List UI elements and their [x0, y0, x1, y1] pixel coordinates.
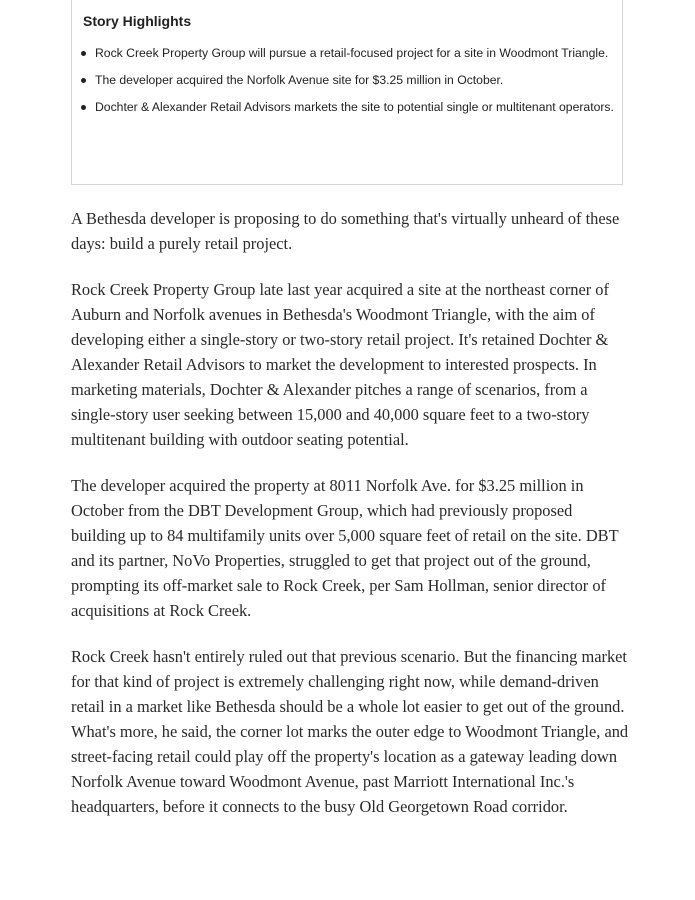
highlight-item	[95, 94, 620, 121]
story-highlights-list	[72, 40, 620, 121]
article-paragraph: A Bethesda developer is proposing to do something that's virtually unheard of these days: build a purely retail project.	[71, 209, 620, 253]
bullet-icon	[81, 78, 86, 83]
article-body	[71, 206, 631, 840]
highlight-item	[95, 40, 620, 67]
highlight-item	[95, 67, 620, 94]
bullet-icon	[81, 105, 86, 110]
story-highlights-box	[71, 0, 623, 185]
article-paragraph: The developer acquired the property at 8011 Norfolk Ave. for $3.25 million in October from the DBT Development Group, which had previously proposed building up to 84 multifamily units over 5,000 square feet of retail on the site. DBT and its partner, NoVo Properties, struggled to get that project out of the ground, prompting its off-market sale to Rock Creek, per Sam Hollman, senior director of acquisitions at Rock Creek.	[71, 476, 619, 620]
highlight-text: Dochter & Alexander Retail Advisors markets the site to potential single or multitenant operators.	[95, 100, 614, 114]
article-paragraph: Rock Creek hasn't entirely ruled out that previous scenario. But the financing market for that kind of project is extremely challenging right now, while demand-driven retail in a market like Bethesda should be a whole lot easier to get out of the ground. What's more, he said, the corner lot marks the outer edge to Woodmont Triangle, and street-facing retail could play off the property's location as a gateway leading down Norfolk Avenue toward Woodmont Avenue, past Marriott International Inc.'s headquarters, before it connects to the busy Old Georgetown Road corridor.	[71, 647, 629, 816]
bullet-icon	[81, 51, 86, 56]
article-paragraph: Rock Creek Property Group late last year acquired a site at the northeast corner of Auburn and Norfolk avenues in Bethesda's Woodmont Triangle, with the aim of developing either a single-story or two-story retail project. It's retained Dochter & Alexander Retail Advisors to market the development to interested prospects. In marketing materials, Dochter & Alexander pitches a range of scenarios, from a single-story user seeking between 15,000 and 40,000 square feet to a two-story multitenant building with outdoor seating potential.	[71, 280, 609, 449]
highlight-text: Rock Creek Property Group will pursue a retail-focused project for a site in Woodmont Triangle.	[95, 46, 609, 60]
story-highlights-title: Story Highlights	[83, 13, 192, 29]
highlight-text: The developer acquired the Norfolk Avenue site for $3.25 million in October.	[95, 73, 504, 87]
